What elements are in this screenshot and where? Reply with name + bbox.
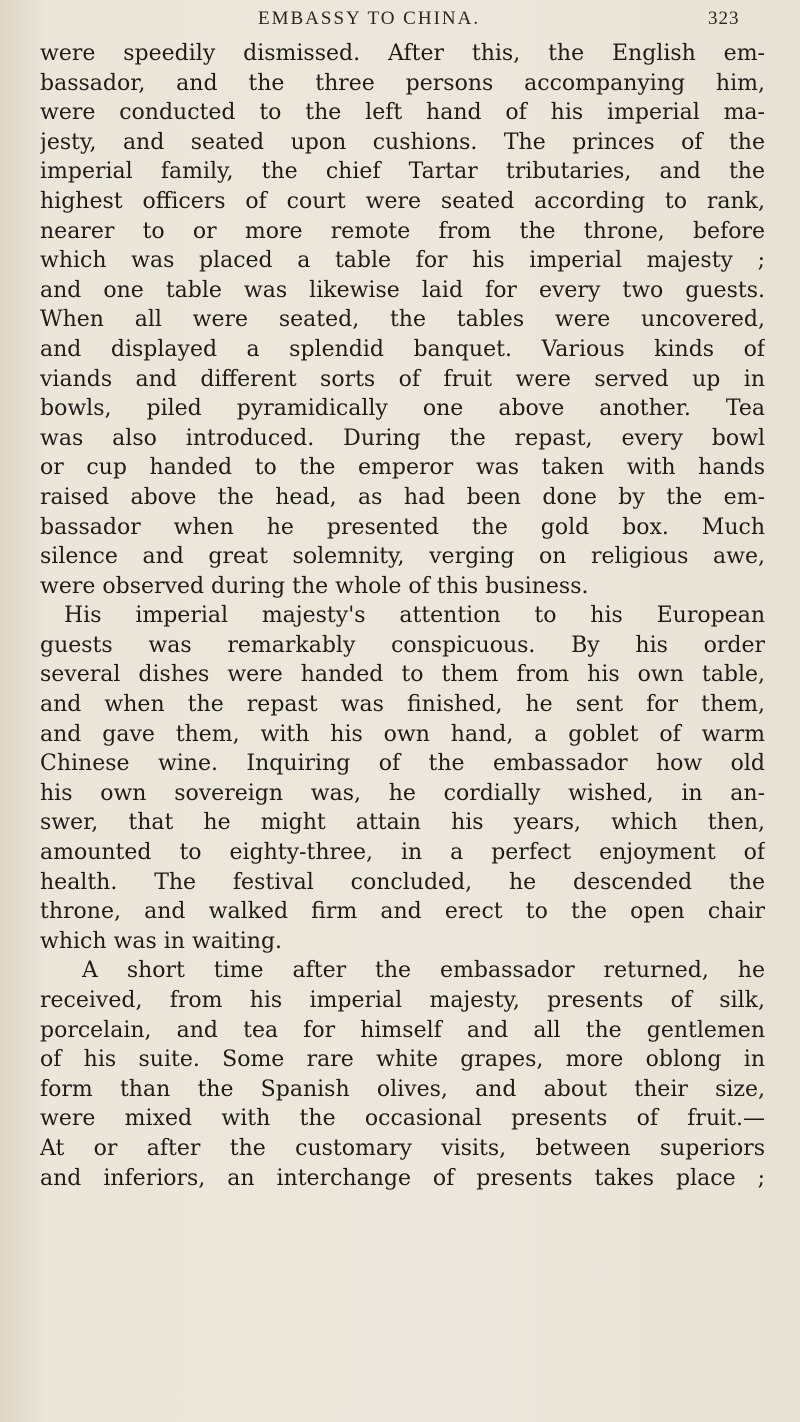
text-line: health. The festival concluded, he descended the [40,869,765,895]
text-line: was also introduced. During the repast, every bowl [40,425,765,451]
text-line: which was in waiting. [40,928,283,954]
text-line: silence and great solemnity, verging on religious awe, [40,544,765,570]
text-line: and inferiors, an interchange of presents takes place ; [40,1165,765,1191]
text-line: were mixed with the occasional presents of fruit.— [40,1106,765,1132]
text-line: swer, that he might attain his years, which then, [40,810,765,836]
text-line: bowls, piled pyramidically one above another. Tea [40,396,765,422]
text-line: At or after the customary visits, between superiors [40,1135,765,1161]
page-number: 323 [708,8,740,29]
text-line: of his suite. Some rare white grapes, more oblong in [40,1047,765,1073]
text-line: and displayed a splendid banquet. Various kinds of [40,336,765,362]
text-line: and when the repast was finished, he sent for them, [40,692,765,718]
text-line: or cup handed to the emperor was taken with hands [40,455,765,481]
text-line: bassador, and the three persons accompanying him, [40,70,765,96]
text-line: and gave them, with his own hand, a goblet of warm [40,721,765,747]
text-line: which was placed a table for his imperial majesty ; [40,248,765,274]
text-line: highest officers of court were seated according to rank, [40,188,765,214]
text-line: porcelain, and tea for himself and all the gentlemen [40,1017,765,1043]
text-line: throne, and walked firm and erect to the open chair [40,899,765,925]
text-line: his own sovereign was, he cordially wished, in an- [40,780,765,806]
paragraph-start-line: A short time after the embassador returned, he [82,958,765,984]
paragraph-start-line: His imperial majesty's attention to his European [64,603,765,629]
text-line: When all were seated, the tables were uncovered, [40,307,765,333]
text-line: were observed during the whole of this business. [40,573,589,599]
text-line: received, from his imperial majesty, presents of silk, [40,988,765,1013]
text-line: form than the Spanish olives, and about their size, [40,1076,765,1102]
text-line: viands and different sorts of fruit were served up in [40,366,765,392]
text-line: jesty, and seated upon cushions. The princes of the [40,129,765,155]
text-line: bassador when he presented the gold box. Much [40,514,765,540]
text-line: were conducted to the left hand of his imperial ma- [40,100,765,126]
running-head [0,6,800,36]
text-line: several dishes were handed to them from his own table, [40,662,765,688]
body-text [40,39,765,1193]
text-line: and one table was likewise laid for every two guests. [40,277,765,303]
text-line: nearer to or more remote from the throne, before [40,218,765,244]
text-line: were speedily dismissed. After this, the English em- [40,41,765,66]
text-line: imperial family, the chief Tartar tributaries, and the [40,159,765,185]
text-line: amounted to eighty-three, in a perfect enjoyment of [40,840,765,866]
text-line: raised above the head, as had been done by the em- [40,484,765,510]
running-title: EMBASSY TO CHINA. [258,8,481,29]
text-line: guests was remarkably conspicuous. By his order [40,632,765,658]
text-line: Chinese wine. Inquiring of the embassador how old [40,751,765,777]
